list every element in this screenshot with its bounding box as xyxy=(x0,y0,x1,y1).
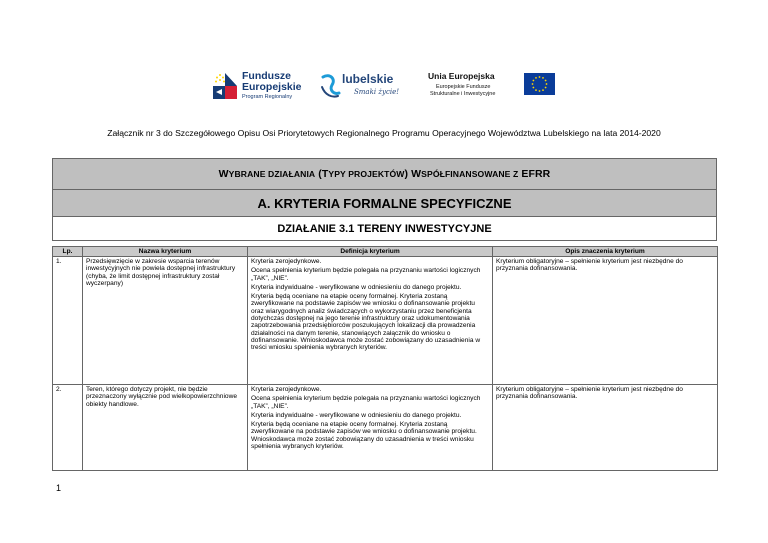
action-title: DZIAŁANIE 3.1 TERENY INWESTYCYJNE xyxy=(277,223,492,235)
eu-flag-icon xyxy=(524,73,555,95)
lubelskie-icon xyxy=(320,73,342,99)
page-number: 1 xyxy=(56,483,62,493)
cell-lp: 2. xyxy=(53,385,83,471)
cell-lp: 1. xyxy=(53,257,83,385)
table-row xyxy=(53,257,718,385)
ue-line1: Unia Europejska xyxy=(428,71,495,81)
section-title: A. KRYTERIA FORMALNE SPECYFICZNE xyxy=(257,196,512,211)
cell-description: Kryterium obligatoryjne – spełnienie kryterium jest niezbędne do przyznania dofinansowania. xyxy=(493,385,718,471)
cell-description: Kryterium obligatoryjne – spełnienie kryterium jest niezbędne do przyznania dofinansowania. xyxy=(493,257,718,385)
unia-europejska-logo xyxy=(428,70,556,104)
definition-line: Kryteria będą oceniane na etapie oceny formalnej. Kryteria zostaną zweryfikowane na podstawie zapisów we wniosku o dofinansowanie projektu oraz wiarygodnych analiz świadczących o wykorzystaniu przez beneficjenta dotychczas dostępnej na jego terenie infrastruktury oraz udokumentowania zapotrzebowania przedsiębiorców poszukujących lokalizacji dla prowadzenia działalności na danym terenie, stanowiących załącznik do wniosku o dofinansowanie. Wnioskodawca może zostać zobowiązany do uzasadnienia w treści wniosku spełnienia wybranych kryteriów. xyxy=(251,293,481,352)
definition-line: Ocena spełnienia kryterium będzie polegała na przyznaniu wartości logicznych „TAK”, „NIE”. xyxy=(251,267,481,282)
criteria-table xyxy=(52,246,718,471)
cell-name: Teren, którego dotyczy projekt, nie będzie przeznaczony wyłącznie pod wielkopowierzchniowe obiekty handlowe. xyxy=(83,385,248,471)
definition-line: Kryteria zerojedynkowe. xyxy=(251,258,322,265)
lubelskie-slogan: Smaki życie! xyxy=(354,88,400,96)
fundusze-europejskie-icon xyxy=(212,72,238,100)
definition-line: Kryteria zerojedynkowe. xyxy=(251,386,322,393)
fe-line1: Fundusze xyxy=(242,70,291,82)
header-lp: Lp. xyxy=(53,247,83,257)
definition-line: Ocena spełnienia kryterium będzie polegała na przyznaniu wartości logicznych „TAK”, „NIE”. xyxy=(251,395,481,410)
table-row xyxy=(53,385,718,471)
table-header-row xyxy=(53,247,718,257)
fe-line3: Program Regionalny xyxy=(242,94,293,100)
cell-name: Przedsięwzięcie w zakresie wsparcia terenów inwestycyjnych nie powiela dostępnej infrastruktury (chyba, że limit dostępnej infrastruktury został wyczerpany) xyxy=(83,257,248,385)
header-description: Opis znaczenia kryterium xyxy=(493,247,718,257)
header-definition: Definicja kryterium xyxy=(248,247,493,257)
definition-line: Kryteria indywidualne - weryfikowane w odniesieniu do danego projektu. xyxy=(251,283,462,291)
cell-definition xyxy=(248,257,493,385)
ue-line2: Europejskie Fundusze xyxy=(436,84,491,90)
lubelskie-logo xyxy=(320,70,422,104)
section-box xyxy=(52,190,717,217)
cell-definition xyxy=(248,385,493,471)
document-title: WYBRANE DZIAŁANIA (TYPY PROJEKTÓW) WSPÓŁFINANSOWANE Z EFRR xyxy=(218,168,551,180)
logo-bar xyxy=(212,70,552,106)
header-name: Nazwa kryterium xyxy=(83,247,248,257)
fe-line2: Europejskie xyxy=(242,81,302,93)
fundusze-europejskie-logo xyxy=(212,70,312,104)
action-box xyxy=(52,217,717,241)
lubelskie-name: lubelskie xyxy=(342,72,394,86)
document-intro: Załącznik nr 3 do Szczegółowego Opisu Osi Priorytetowych Regionalnego Programu Operacyjnego Województwa Lubelskiego na lata 2014-2020 xyxy=(107,128,661,138)
title-box xyxy=(52,158,717,190)
definition-line: Kryteria indywidualne - weryfikowane w odniesieniu do danego projektu. xyxy=(251,411,462,419)
ue-line3: Strukturalne i Inwestycyjne xyxy=(430,91,496,97)
definition-line: Kryteria będą oceniane na etapie oceny formalnej. Kryteria zostaną zweryfikowane na podstawie zapisów we wniosku o dofinansowanie projektu. Wnioskodawca może zostać zobowiązany do uzasadnienia w treści wniosku spełnienia wybranych kryteriów. xyxy=(251,421,477,451)
